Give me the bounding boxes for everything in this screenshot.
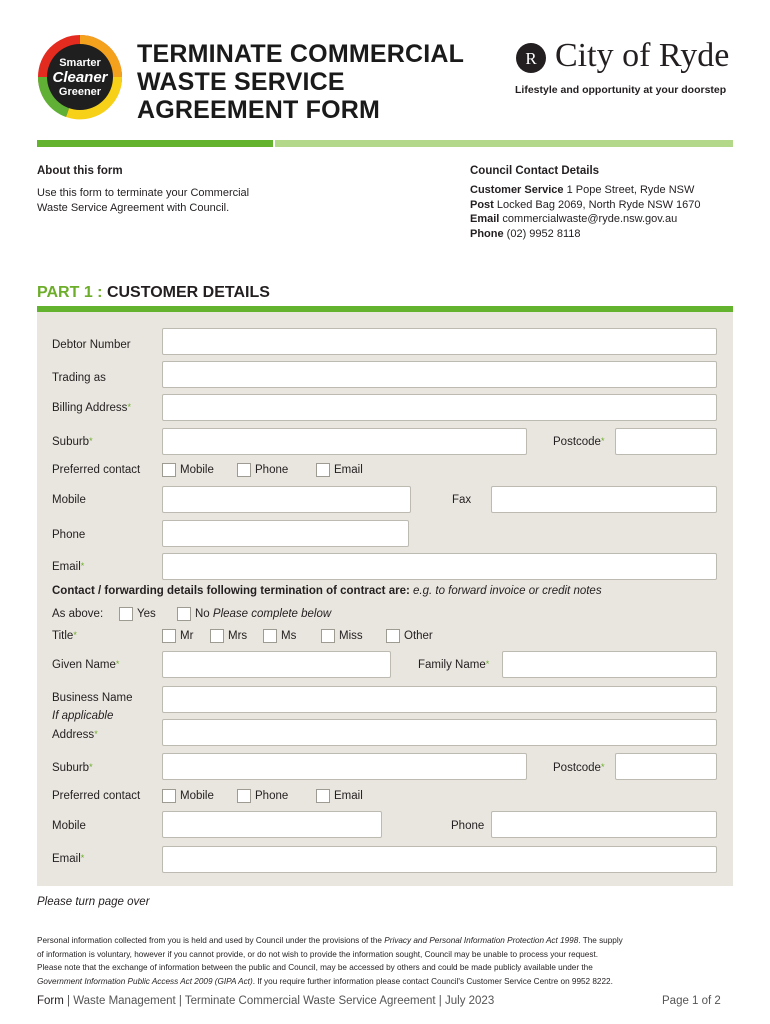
preferred2-phone-label: Phone — [255, 790, 289, 802]
suburb-label: Suburb* — [52, 436, 93, 448]
logo-word-1: Smarter — [59, 57, 101, 69]
suburb2-input[interactable] — [162, 753, 527, 780]
mobile2-input[interactable] — [162, 811, 382, 838]
debtor-number-label: Debtor Number — [52, 339, 131, 351]
about-line-2: Waste Service Agreement with Council. — [37, 202, 230, 214]
business-name-input[interactable] — [162, 686, 717, 713]
preferred-mobile-label: Mobile — [180, 464, 214, 476]
preferred2-email-label: Email — [334, 790, 363, 802]
logo-word-2: Cleaner — [52, 69, 108, 86]
part1-number: PART 1 : — [37, 284, 103, 301]
title-mrs-label: Mrs — [228, 630, 248, 642]
as-above-no-checkbox[interactable] — [177, 607, 191, 621]
as-above-yes-label: Yes — [137, 608, 156, 620]
suburb2-label: Suburb* — [52, 762, 93, 774]
as-above-no-label: No Please complete below — [195, 608, 332, 620]
about-heading: About this form — [37, 165, 123, 177]
logo-word-3: Greener — [58, 86, 102, 98]
council-tagline: Lifestyle and opportunity at your doorstep — [515, 84, 727, 96]
form-title — [137, 40, 497, 124]
title-other-label: Other — [404, 630, 433, 642]
postcode-label: Postcode* — [553, 436, 605, 448]
postcode-input[interactable] — [615, 428, 717, 455]
contact-row-post: Post Locked Bag 2069, North Ryde NSW 1670 — [470, 198, 701, 211]
part1-title: CUSTOMER DETAILS — [106, 284, 270, 301]
trading-as-input[interactable] — [162, 361, 717, 388]
as-above-yes-checkbox[interactable] — [119, 607, 133, 621]
billing-address-label: Billing Address* — [52, 402, 131, 414]
title-line-1: TERMINATE COMMERCIAL — [137, 40, 465, 68]
privacy-statement: Personal information collected from you is held and used by Council under the provisions of the Privacy and Personal Information Protection Act 1998. The supply of information is voluntary, however if you cannot provide, or do not wish to provide the information sought, Council may be unable to process your request. Please note that the exchange of information between the public and Council, may be accessed by others and could be made publicly available under the Government Information Public Access Act 2009 (GIPA Act). If you require further information please contact Council's Customer Service Centre on 9952 8222. — [37, 936, 623, 986]
business-name-label: Business Name If applicable — [52, 692, 133, 722]
contact-heading: Council Contact Details — [470, 165, 600, 177]
preferred-email-label: Email — [334, 464, 363, 476]
phone-label: Phone — [52, 529, 86, 541]
svg-text:R: R — [525, 49, 537, 68]
title-mr-label: Mr — [180, 630, 194, 642]
footer-text: Form | Waste Management | Terminate Commercial Waste Service Agreement | July 2023 — [37, 995, 495, 1007]
part1-heading — [37, 284, 270, 302]
family-name-input[interactable] — [502, 651, 717, 678]
preferred2-mobile-label: Mobile — [180, 790, 214, 802]
debtor-number-input[interactable] — [162, 328, 717, 355]
turn-page-note: Please turn page over — [37, 896, 150, 908]
email2-label: Email* — [52, 853, 85, 865]
billing-address-input[interactable] — [162, 394, 717, 421]
postcode2-label: Postcode* — [553, 762, 605, 774]
preferred-email-checkbox[interactable] — [316, 463, 330, 477]
trading-as-label: Trading as — [52, 372, 106, 384]
title-mrs-checkbox[interactable] — [210, 629, 224, 643]
family-name-label: Family Name* — [418, 659, 490, 671]
preferred2-phone-checkbox[interactable] — [237, 789, 251, 803]
preferred-phone-checkbox[interactable] — [237, 463, 251, 477]
phone2-input[interactable] — [491, 811, 717, 838]
about-text — [37, 186, 249, 216]
title-miss-checkbox[interactable] — [321, 629, 335, 643]
email-input[interactable] — [162, 553, 717, 580]
as-above-label: As above: — [52, 608, 104, 620]
preferred-mobile-checkbox[interactable] — [162, 463, 176, 477]
phone2-label: Phone — [451, 820, 485, 832]
suburb-input[interactable] — [162, 428, 527, 455]
council-name: City of Ryde — [555, 37, 730, 74]
title-other-checkbox[interactable] — [386, 629, 400, 643]
preferred-contact-label: Preferred contact — [52, 464, 141, 476]
title-line-3: AGREEMENT FORM — [137, 96, 381, 124]
header-bar-light — [275, 140, 733, 147]
address-label: Address* — [52, 729, 98, 741]
email2-input[interactable] — [162, 846, 717, 873]
mobile2-label: Mobile — [52, 820, 86, 832]
preferred2-mobile-checkbox[interactable] — [162, 789, 176, 803]
address-input[interactable] — [162, 719, 717, 746]
postcode2-input[interactable] — [615, 753, 717, 780]
preferred-contact2-label: Preferred contact — [52, 790, 141, 802]
email-label: Email* — [52, 561, 85, 573]
city-of-ryde-emblem-icon — [515, 42, 547, 74]
smarter-cleaner-greener-logo — [36, 33, 124, 121]
about-line-1: Use this form to terminate your Commercial — [37, 187, 250, 199]
fax-input[interactable] — [491, 486, 717, 513]
mobile-input[interactable] — [162, 486, 411, 513]
contact-row-customer-service: Customer Service 1 Pope Street, Ryde NSW — [470, 184, 695, 196]
preferred2-email-checkbox[interactable] — [316, 789, 330, 803]
header-bar-dark — [37, 140, 273, 147]
title-ms-checkbox[interactable] — [263, 629, 277, 643]
title-label: Title* — [52, 630, 77, 642]
title-line-2: WASTE SERVICE — [137, 68, 345, 96]
phone-input[interactable] — [162, 520, 409, 547]
contact-row-email: Email commercialwaste@ryde.nsw.gov.au — [470, 213, 678, 225]
mobile-label: Mobile — [52, 494, 86, 506]
fax-label: Fax — [452, 494, 472, 506]
forwarding-instructions: Contact / forwarding details following termination of contract are: e.g. to forward invoice or credit notes — [52, 585, 602, 597]
given-name-input[interactable] — [162, 651, 391, 678]
given-name-label: Given Name* — [52, 659, 120, 671]
title-miss-label: Miss — [339, 630, 363, 642]
title-ms-label: Ms — [281, 630, 297, 642]
contact-row-phone: Phone (02) 9952 8118 — [470, 227, 581, 240]
contact-details — [470, 183, 701, 241]
page-number: Page 1 of 2 — [662, 995, 721, 1007]
preferred-phone-label: Phone — [255, 464, 289, 476]
title-mr-checkbox[interactable] — [162, 629, 176, 643]
